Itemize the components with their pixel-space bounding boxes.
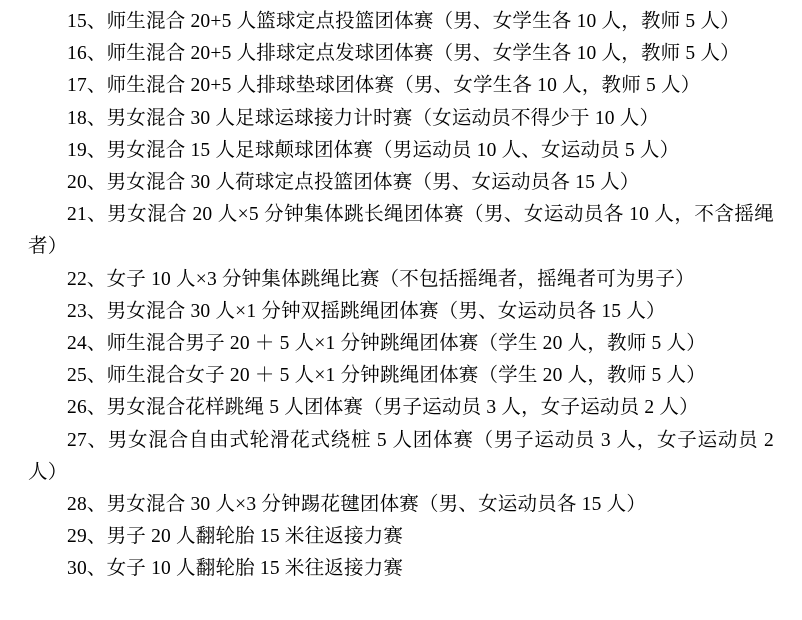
- item-number: 17、: [67, 75, 107, 97]
- list-item: [28, 296, 774, 328]
- item-text: 男女混合 30 人足球运球接力计时赛（女运动员不得少于 10 人）: [106, 107, 660, 129]
- list-item: [28, 199, 774, 263]
- list-item: [28, 103, 774, 135]
- item-number: 30、: [67, 558, 107, 580]
- item-text: 男女混合 30 人×3 分钟踢花毽团体赛（男、女运动员各 15 人）: [106, 494, 647, 516]
- item-text: 男女混合 20 人×5 分钟集体跳长绳团体赛（男、女运动员各 10 人，不含摇绳者）: [28, 204, 775, 258]
- item-text: 师生混合 20+5 人排球垫球团体赛（男、女学生各 10 人，教师 5 人）: [106, 75, 701, 97]
- item-number: 23、: [67, 300, 107, 322]
- item-number: 16、: [67, 43, 107, 65]
- item-text: 女子 10 人×3 分钟集体跳绳比赛（不包括摇绳者，摇绳者可为男子）: [106, 268, 695, 290]
- item-number: 25、: [67, 365, 107, 387]
- list-item: [28, 489, 774, 521]
- item-text: 男女混合 30 人×1 分钟双摇跳绳团体赛（男、女运动员各 15 人）: [106, 300, 666, 322]
- list-item: [28, 264, 774, 296]
- list-item: [28, 360, 774, 392]
- list-item: [28, 425, 774, 489]
- item-text: 师生混合男子 20 ＋ 5 人×1 分钟跳绳团体赛（学生 20 人，教师 5 人）: [106, 333, 706, 355]
- item-text: 师生混合 20+5 人排球定点发球团体赛（男、女学生各 10 人，教师 5 人）: [106, 43, 740, 65]
- item-number: 26、: [67, 397, 107, 419]
- item-number: 21、: [67, 204, 108, 226]
- item-number: 15、: [67, 11, 107, 32]
- list-item: [28, 521, 774, 553]
- list-item: [28, 6, 774, 38]
- item-text: 女子 10 人翻轮胎 15 米往返接力赛: [106, 558, 404, 580]
- item-text: 师生混合 20+5 人篮球定点投篮团体赛（男、女学生各 10 人，教师 5 人）: [106, 11, 740, 32]
- item-number: 27、: [67, 429, 108, 451]
- item-text: 男女混合 15 人足球颠球团体赛（男运动员 10 人、女运动员 5 人）: [106, 139, 680, 161]
- item-text: 师生混合女子 20 ＋ 5 人×1 分钟跳绳团体赛（学生 20 人，教师 5 人）: [106, 365, 706, 387]
- item-number: 28、: [67, 494, 107, 516]
- list-item: [28, 167, 774, 199]
- list-item: [28, 38, 774, 70]
- item-text: 男女混合花样跳绳 5 人团体赛（男子运动员 3 人，女子运动员 2 人）: [106, 397, 699, 419]
- list-item: [28, 392, 774, 424]
- list-item: [28, 70, 774, 102]
- item-number: 19、: [67, 139, 107, 161]
- item-number: 20、: [67, 172, 107, 194]
- list-item: [28, 553, 774, 585]
- item-text: 男女混合自由式轮滑花式绕桩 5 人团体赛（男子运动员 3 人，女子运动员 2 人）: [28, 429, 774, 483]
- list-item: [28, 135, 774, 167]
- item-number: 22、: [67, 268, 107, 290]
- item-number: 24、: [67, 333, 107, 355]
- list-item: [28, 328, 774, 360]
- item-text: 男子 20 人翻轮胎 15 米往返接力赛: [106, 526, 404, 548]
- item-text: 男女混合 30 人荷球定点投篮团体赛（男、女运动员各 15 人）: [106, 172, 640, 194]
- item-number: 29、: [67, 526, 107, 548]
- item-number: 18、: [67, 107, 107, 129]
